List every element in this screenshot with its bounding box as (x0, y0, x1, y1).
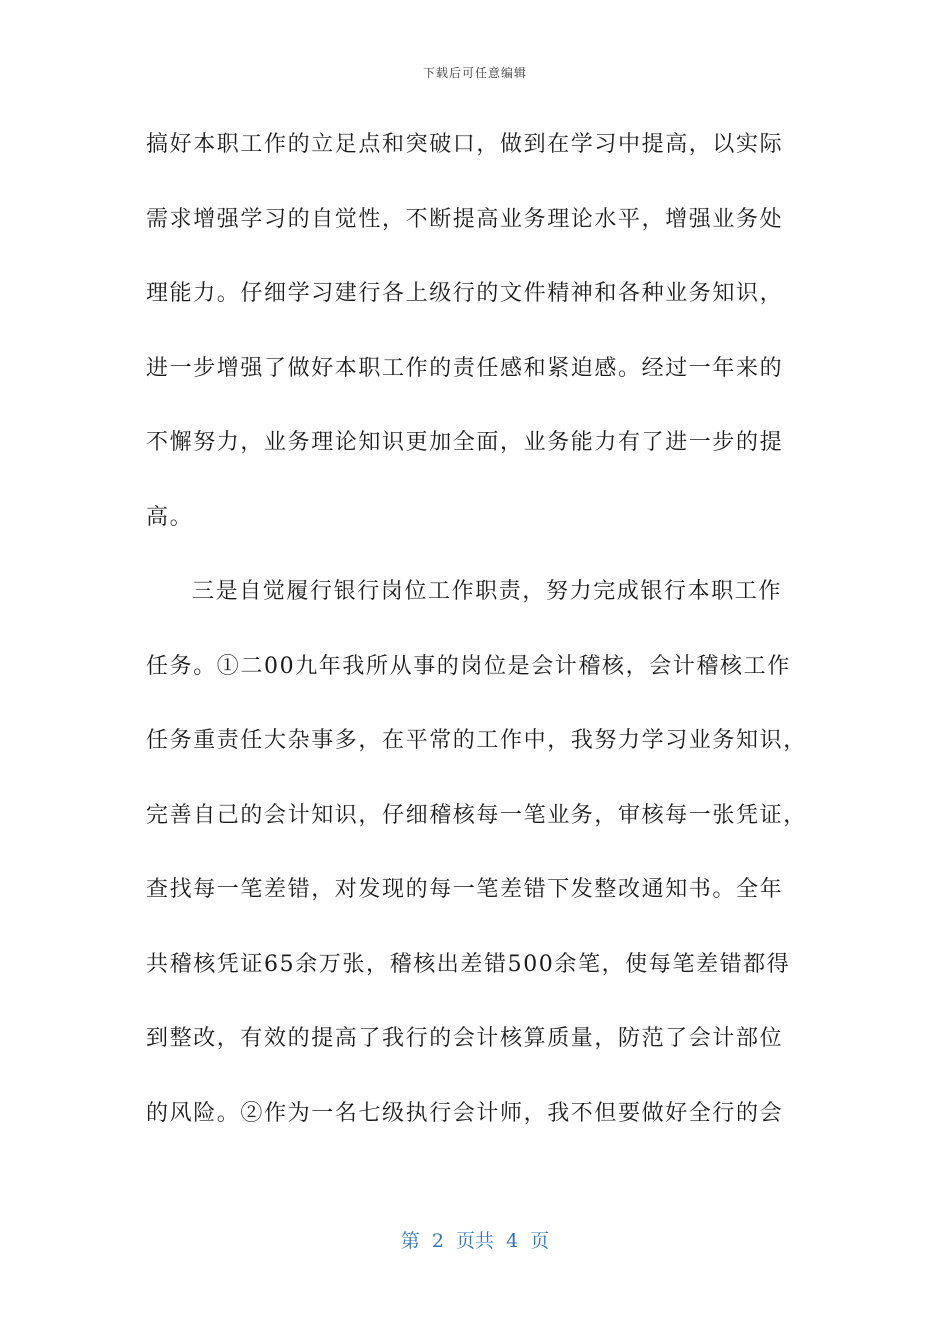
page-header: 下载后可任意编辑 (422, 66, 527, 80)
body-line: 需求增强学习的自觉性，不断提高业务理论水平，增强业务处 (146, 206, 784, 232)
document-body (146, 124, 806, 1167)
body-line: 任务。①二00九年我所从事的岗位是会计稽核，会计稽核工作 (146, 653, 791, 679)
body-line: 的风险。②作为一名七级执行会计师，我不但要做好全行的会 (146, 1100, 784, 1126)
paragraph-start-line: 三是自觉履行银行岗位工作职责，努力完成银行本职工作 (192, 579, 783, 604)
body-line: 搞好本职工作的立足点和突破口，做到在学习中提高，以实际 (146, 132, 784, 157)
body-line: 高。 (146, 504, 194, 530)
page-number: 第 2 页共 4 页 (400, 1230, 550, 1252)
body-line: 查找每一笔差错，对发现的每一笔差错下发整改通知书。全年 (146, 877, 784, 902)
body-line: 到整改，有效的提高了我行的会计核算质量，防范了会计部位 (146, 1026, 784, 1051)
body-line: 任务重责任大杂事多，在平常的工作中，我努力学习业务知识， (146, 728, 807, 753)
body-line: 进一步增强了做好本职工作的责任感和紧迫感。经过一年来的 (146, 355, 784, 381)
body-line: 共稽核凭证65余万张，稽核出差错500余笔，使每笔差错都得 (146, 951, 791, 977)
body-line: 完善自己的会计知识，仔细稽核每一笔业务，审核每一张凭证， (146, 802, 807, 828)
body-line: 理能力。仔细学习建行各上级行的文件精神和各种业务知识， (146, 281, 784, 306)
body-line: 不懈努力，业务理论知识更加全面，业务能力有了进一步的提 (146, 430, 784, 455)
